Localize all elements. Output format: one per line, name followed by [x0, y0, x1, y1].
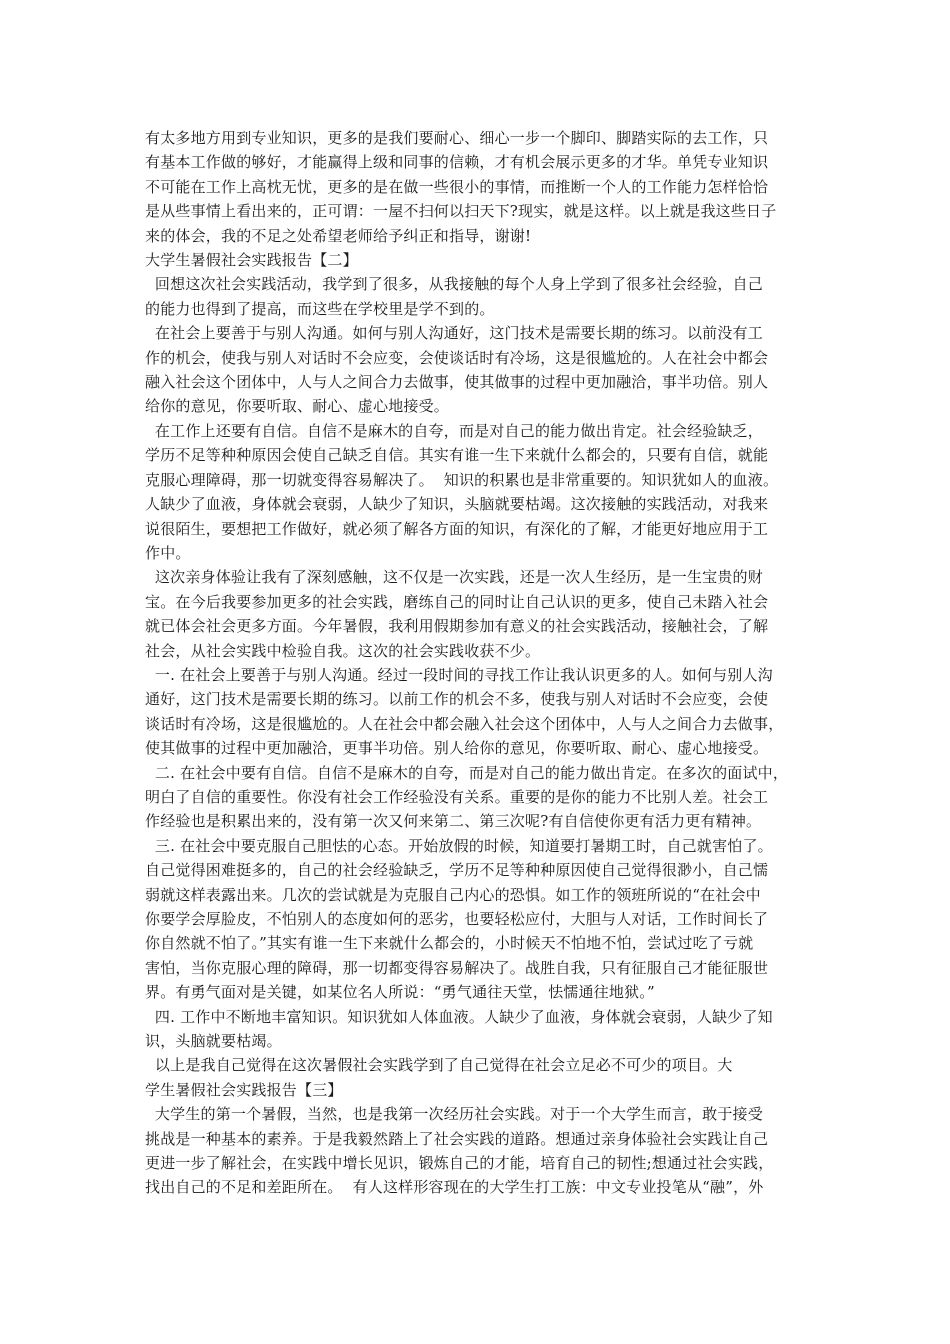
text-line: 三. 在社会中要克服自己胆怯的心态。开始放假的时候，知道要打暑期工时，自己就害怕了。 — [145, 836, 773, 855]
text-line: 你要学会厚脸皮，不怕别人的态度如何的恶劣，也要轻松应付，大胆与人对话，工作时间长了 — [145, 910, 769, 928]
text-line: 给你的意见，你要听取、耐心、虚心地接受。 — [145, 397, 450, 416]
text-line: 大学生的第一个暑假，当然，也是我第一次经历社会实践。对于一个大学生而言，敢于接受 — [145, 1105, 763, 1124]
text-line: 这次亲身体验让我有了深刻感触，这不仅是一次实践，还是一次人生经历，是一生宝贵的财 — [145, 568, 763, 587]
text-line: 挑战是一种基本的素养。于是我毅然踏上了社会实践的道路。想通过亲身体验社会实践让自己 — [145, 1129, 769, 1148]
text-line: 学历不足等种种原因会使自己缺乏自信。其实有谁一生下来就什么都会的，只要有自信，就能 — [145, 446, 769, 465]
text-line: 四. 工作中不断地丰富知识。知识犹如人体血液。人缺少了血液，身体就会衰弱，人缺少了知 — [145, 1007, 773, 1026]
text-line: 更进一步了解社会，在实践中增长见识，锻炼自己的才能，培育自己的韧性;想通过社会实践， — [145, 1154, 774, 1173]
text-line: 作的机会，使我与别人对话时不会应变，会使谈话时有冷场，这是很尴尬的。人在社会中都会 — [145, 348, 769, 367]
text-line: 社会，从社会实践中检验自我。这次的社会实践收获不少。 — [145, 641, 541, 660]
text-line: 使其做事的过程中更加融洽，更事半功倍。别人给你的意见，你要听取、耐心、虚心地接受。 — [145, 739, 769, 758]
text-line: 回想这次社会实践活动，我学到了很多，从我接触的每个人身上学到了很多社会经验，自己 — [145, 275, 763, 294]
text-line: 宝。在今后我要参加更多的社会实践，磨练自己的同时让自己认识的更多，使自己未踏入社会 — [145, 592, 769, 611]
text-line: 克服心理障碍，那一切就变得容易解决了。 知识的积累也是非常重要的。知识犹如人的血液。 — [145, 470, 779, 489]
text-line: 有基本工作做的够好，才能赢得上级和同事的信赖，才有机会展示更多的才华。单凭专业知识 — [145, 153, 769, 172]
text-line: 谈话时有冷场，这是很尴尬的。人在社会中都会融入社会这个团体中，人与人之间合力去做事， — [145, 714, 784, 733]
text-line: 人缺少了血液，身体就会衰弱，人缺少了知识，头脑就要枯竭。这次接触的实践活动，对我来 — [145, 495, 769, 514]
text-line: 是从些事情上看出来的，正可谓：一屋不扫何以扫天下?现实，就是这样。以上就是我这些日子 — [145, 202, 777, 221]
text-line: 界。有勇气面对是关键，如某位名人所说：“勇气通往天堂，怯懦通往地狱。” — [145, 983, 655, 1002]
text-line: 说很陌生，要想把工作做好，就必须了解各方面的知识，有深化的了解，才能更好地应用于工 — [145, 519, 769, 538]
text-line: 以上是我自己觉得在这次暑假社会实践学到了自己觉得在社会立足必不可少的项目。大 — [145, 1056, 733, 1075]
text-line: 的能力也得到了提高，而这些在学校里是学不到的。 — [145, 299, 495, 318]
text-line: 在工作上还要有自信。自信不是麻木的自夸，而是对自己的能力做出肯定。社会经验缺乏， — [145, 421, 763, 440]
text-line: 融入社会这个团体中，人与人之间合力去做事，使其做事的过程中更加融洽，事半功倍。别人 — [145, 373, 769, 392]
text-line: 你自然就不怕了。”其实有谁一生下来就什么都会的，小时候天不怕地不怕，尝试过吃了亏就 — [145, 934, 754, 953]
document-body — [145, 126, 815, 1200]
text-line: 作中。 — [145, 543, 191, 562]
text-line: 害怕，当你克服心理的障碍，那一切都变得容易解决了。战胜自我，只有征服自己才能征服世 — [145, 958, 769, 977]
text-line: 识，头脑就要枯竭。 — [145, 1032, 282, 1051]
text-line: 作经验也是积累出来的，没有第一次又何来第二、第三次呢?有自信使你更有活力更有精神。 — [145, 812, 762, 831]
section-heading: 大学生暑假社会实践报告【二】 — [145, 251, 358, 270]
text-line: 二. 在社会中要有自信。自信不是麻木的自夸，而是对自己的能力做出肯定。在多次的面试中， — [145, 763, 789, 782]
text-line: 有太多地方用到专业知识，更多的是我们要耐心、细心一步一个脚印、脚踏实际的去工作，只 — [145, 129, 769, 147]
text-line: 明白了自信的重要性。你没有社会工作经验没有关系。重要的是你的能力不比别人差。社会工 — [145, 787, 769, 806]
section-heading: 学生暑假社会实践报告【三】 — [145, 1080, 343, 1099]
text-line: 在社会上要善于与别人沟通。如何与别人沟通好，这门技术是需要长期的练习。以前没有工 — [145, 324, 763, 343]
text-line: 通好，这门技术是需要长期的练习。以前工作的机会不多，使我与别人对话时不会应变，会使 — [145, 690, 769, 709]
text-line: 就已体会社会更多方面。今年暑假，我利用假期参加有意义的社会实践活动，接触社会，了解 — [145, 617, 769, 636]
text-line: 一. 在社会上要善于与别人沟通。经过一段时间的寻找工作让我认识更多的人。如何与别人沟 — [145, 665, 773, 684]
text-line: 自己觉得困难挺多的，自己的社会经验缺乏，学历不足等种种原因使自己觉得很渺小，自己懦 — [145, 861, 769, 880]
text-line: 找出自己的不足和差距所在。 有人这样形容现在的大学生打工族：中文专业投笔从“融”，外 — [145, 1178, 764, 1197]
text-line: 不可能在工作上高枕无忧，更多的是在做一些很小的事情，而推断一个人的工作能力怎样恰恰 — [145, 177, 769, 196]
text-line: 来的体会，我的不足之处希望老师给予纠正和指导，谢谢! — [145, 226, 532, 245]
text-line: 弱就这样表露出来。几次的尝试就是为克服自己内心的恐惧。如工作的领班所说的“在社会中 — [145, 885, 761, 904]
